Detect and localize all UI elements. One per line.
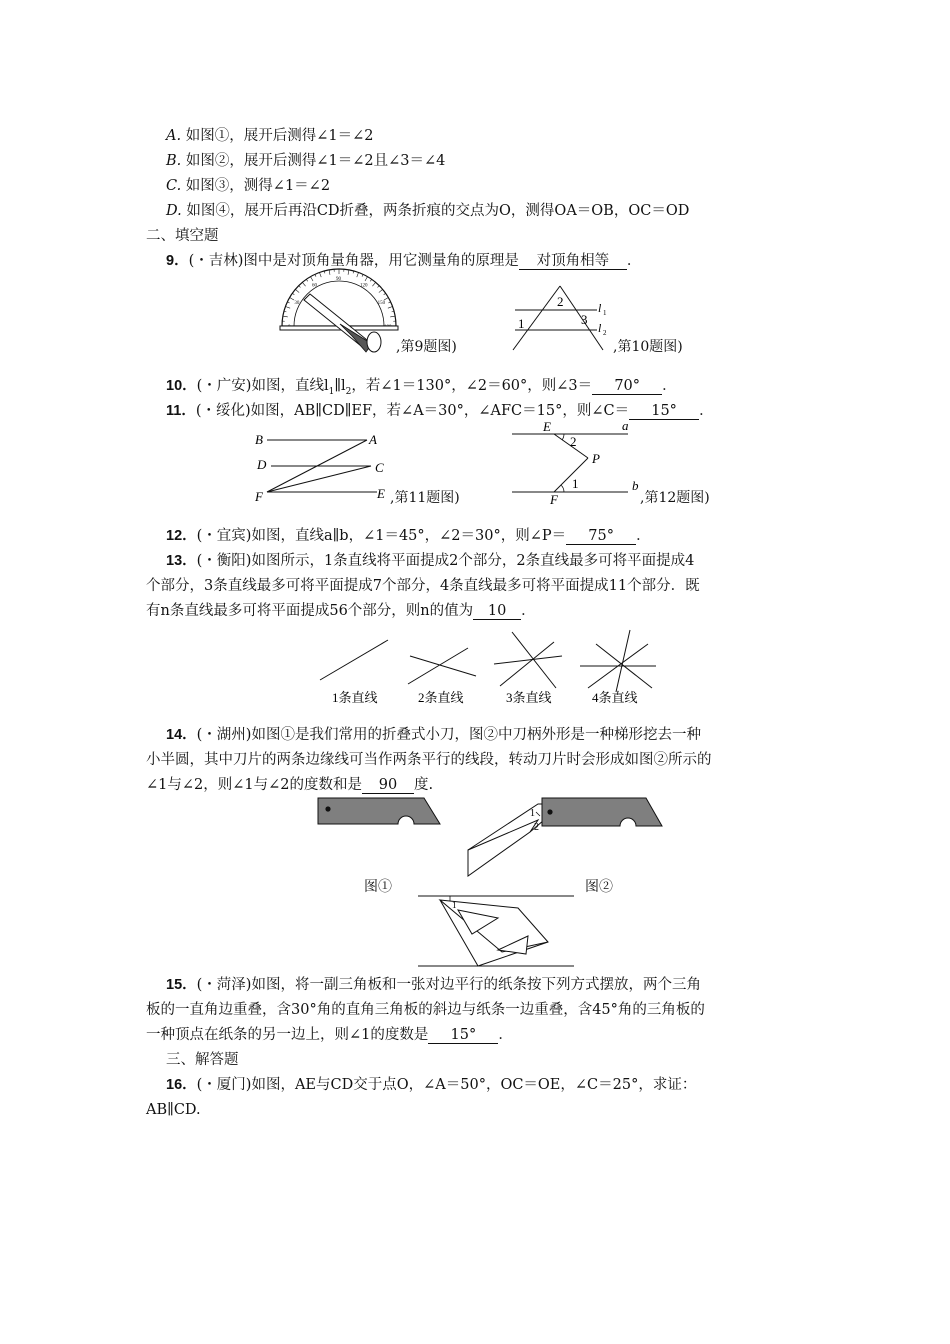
question-text: 一种顶点在纸条的另一边上，则∠1的度数是 [146,1027,429,1043]
question-number: 13． [166,553,197,569]
question-text: ，若∠1＝130°，∠2＝60°，则∠3＝ [351,378,593,394]
protractor-scale-label: 90 [336,277,341,282]
option-text: 如图③，测得∠1＝∠2 [185,178,331,194]
question-text: (・菏泽)如图，将一副三角板和一张对边平行的纸条按下列方式摆放，两个三角 [196,977,701,993]
caption-1-line: 1条直线 [332,690,378,705]
question-text: (・宜宾)如图，直线a∥b，∠1＝45°，∠2＝30°，则∠P＝ [196,528,567,544]
lines-dividing-plane-figure [318,626,668,712]
punct: ． [498,1027,513,1043]
answer-blank: 15° [428,1027,498,1044]
answer-blank: 75° [566,528,636,545]
answer-blank: 70° [592,378,662,395]
protractor-scale-label: 150 [377,301,386,306]
angle-label-1: 1 [452,900,457,910]
question-text: (・吉林)图中是对顶角量角器，用它测量角的原理是 [188,253,519,269]
answer-blank: 90 [362,777,414,794]
parallel-lines-figure-11 [255,428,395,504]
subscript: 2 [345,386,352,397]
option-letter: D. [166,203,182,219]
question-13-line-2: 个部分，3条直线最多可将平面提成7个部分，4条直线最多可将平面提成11个部分．既 [146,578,700,594]
answer-blank: 10 [473,603,521,620]
line-label-l1-sub: 1 [603,309,607,317]
option-a [166,126,836,146]
protractor-figure [276,274,406,356]
figure-caption-11: ,第11题图) [390,490,460,506]
parallel-lines-figure-12 [510,418,650,507]
option-letter: C. [166,178,182,194]
question-14-line-3 [146,775,816,795]
question-15-line-3 [146,1025,816,1045]
point-label-p: P [592,451,600,466]
answer-blank: 15° [629,403,699,420]
option-text: 如图④，展开后再沿CD折叠，两条折痕的交点为O，测得OA＝OB，OC＝OD [186,203,690,219]
question-14-line-1 [166,725,836,745]
point-label-f: F [255,489,263,504]
line-label-l2: l [598,321,602,335]
section-solve-heading: 三、解答题 [166,1052,239,1068]
question-text: 有n条直线最多可将平面提成56个部分，则n的值为 [146,603,474,619]
point-label-c: C [375,460,384,475]
angle-label-1: 1 [530,808,535,819]
subscript: 1 [328,386,335,397]
question-text: (・衡阳)如图所示，1条直线将平面提成2个部分，2条直线最多可将平面提成4 [196,553,695,569]
section-fill-heading: 二、填空题 [146,228,219,244]
question-number: 16． [166,1077,197,1093]
angle-label-2: 2 [570,434,577,449]
angle-label-2: 2 [557,294,564,309]
question-text: ∥l [334,378,346,394]
question-9 [166,251,836,271]
option-letter: A. [166,128,182,144]
line-label-a: a [622,418,629,433]
question-number: 12． [166,528,197,544]
line-label-l2-sub: 2 [603,329,607,337]
question-13-line-3 [146,601,816,621]
punct: ． [662,378,677,394]
protractor-scale-label: 60 [312,283,317,289]
question-number: 9． [166,253,189,269]
parallel-lines-figure-10 [505,284,615,356]
punct: ． [626,253,642,269]
question-number: 10． [166,378,197,394]
point-label-e: E [543,419,551,434]
protractor-scale-label: 120 [360,283,368,289]
question-16-line-1 [166,1075,836,1095]
option-letter: B. [166,153,182,169]
question-11 [166,401,836,421]
question-15-line-2: 板的一直角边重叠，含30°角的直角三角板的斜边与纸条一边重叠，含45°角的三角板的 [146,1002,705,1018]
question-13-line-1 [166,551,836,571]
answer-blank: 对顶角相等 [519,253,627,270]
point-label-f: F [550,492,558,507]
punct: 度. [414,777,434,793]
option-text: 如图①，展开后测得∠1＝∠2 [185,128,374,144]
point-label-e: E [377,486,385,501]
question-text: (・广安)如图，直线l [196,378,329,394]
caption-2-lines: 2条直线 [418,690,464,705]
angle-label-3: 3 [581,312,588,327]
line-label-l1: l [598,301,602,315]
point-label-d: D [257,457,267,472]
option-text: 如图②，展开后测得∠1＝∠2且∠3＝∠4 [185,153,446,169]
figure-caption-10: ,第10题图) [613,339,683,355]
punct: ． [699,403,714,419]
question-text: ∠1与∠2，则∠1与∠2的度数和是 [146,777,362,793]
point-label-b: B [255,432,263,447]
line-label-b: b [632,478,639,493]
protractor-scale-label: 30 [294,301,300,306]
caption-3-lines: 3条直线 [506,690,552,705]
question-number: 11． [166,403,196,419]
figure-caption-12: ,第12题图) [640,490,710,506]
question-12 [166,526,836,546]
folding-knife-figure-1 [316,796,442,828]
caption-4-lines: 4条直线 [592,690,638,705]
folding-knife-figure-2 [466,796,666,882]
option-d [166,201,836,221]
figure-label-2: 图② [585,879,613,895]
point-label-a: A [369,432,377,447]
question-number: 15． [166,977,197,993]
question-text: (・厦门)如图，AE与CD交于点O，∠A＝50°，OC＝OE，∠C＝25°，求证： [196,1077,697,1093]
figure-caption-9: ,第9题图) [396,339,457,355]
set-squares-figure [418,888,574,972]
figure-label-1: 图① [364,879,392,895]
question-number: 14． [166,727,197,743]
punct: ． [636,528,651,544]
question-text: (・湖州)如图①是我们常用的折叠式小刀，图②中刀柄外形是一种梯形挖去一种 [196,727,701,743]
angle-label-1: 1 [518,316,525,331]
question-14-line-2: 小半圆，其中刀片的两条边缘线可当作两条平行的线段，转动刀片时会形成如图②所示的 [146,752,712,768]
question-10 [166,376,836,402]
angle-label-1: 1 [572,476,579,491]
punct: ． [521,603,536,619]
angle-label-2: 2 [534,822,539,833]
question-16-line-2: AB∥CD. [146,1102,201,1118]
option-c [166,176,836,196]
question-text: (・绥化)如图，AB∥CD∥EF，若∠A＝30°，∠AFC＝15°，则∠C＝ [195,403,630,419]
option-b [166,151,836,171]
question-15-line-1 [166,975,836,995]
